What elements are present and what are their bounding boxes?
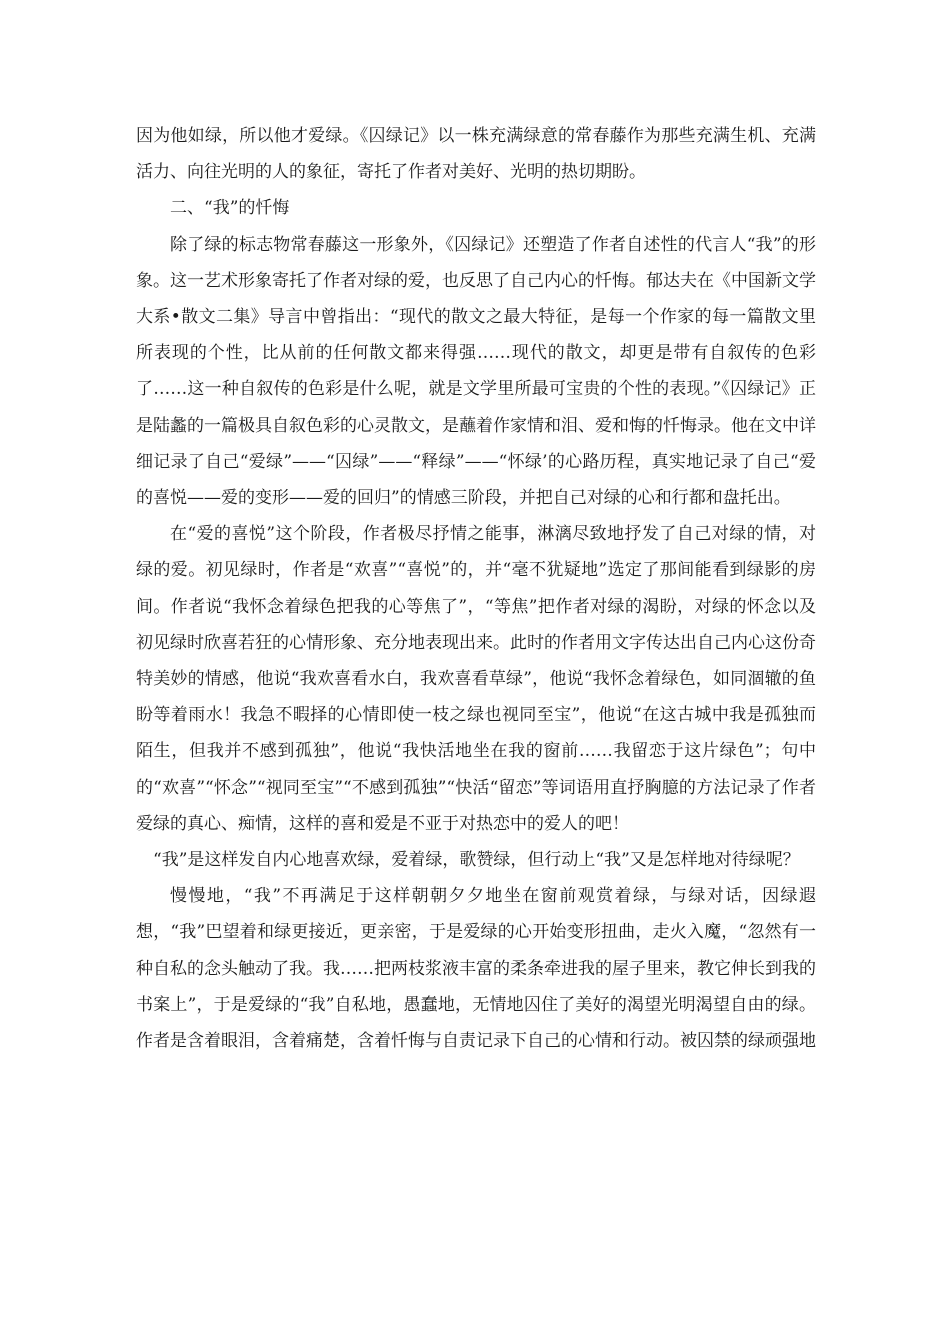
- paragraph: 慢慢地，“我”不再满足于这样朝朝夕夕地坐在窗前观赏着绿，与绿对话，因绿遐想，“我”巴望着和绿更接近，更亲密，于是爱绿的心开始变形扭曲，走火入魔，“忽然有一种自私的念头触动了我。我……把两枝浆液丰富的柔条牵进我的屋子里来，教它伸长到我的书案上”，于是爱绿的“我”自私地，愚蠢地，无情地囚住了美好的渴望光明渴望自由的绿。作者是含着眼泪，含着痛楚，含着忏悔与自责记录下自己的心情和行动。被囚禁的绿顽强地: [136, 886, 816, 1052]
- paragraph-continuation: 因为他如绿，所以他才爱绿。《囚绿记》以一株充满绿意的常春藤作为那些充满生机、充满活力、向往光明的人的象征，寄托了作者对美好、光明的热切期盼。: [136, 126, 816, 183]
- paragraph: 除了绿的标志物常春藤这一形象外，《囚绿记》还塑造了作者自述性的代言人“我”的形象。这一艺术形象寄托了作者对绿的爱，也反思了自己内心的忏悔。郁达夫在《中国新文学大系•散文二集》导言中曾指出：“现代的散文之最大特征，是每一个作家的每一篇散文里所表现的个性，比从前的任何散文都来得强……现代的散文，却更是带有自叙传的色彩了……这一种自叙传的色彩是什么呢，就是文学里所最可宝贵的个性的表现。”《囚绿记》正是陆蠡的一篇极具自叙色彩的心灵散文，是蘸着作家情和泪、爱和悔的忏悔录。他在文中详细记录了自己“爱绿”——“囚绿”——“释绿”——“怀绿’的心路历程，真实地记录了自己“爱的喜悦——爱的变形——爱的回归”的情感三阶段，并把自己对绿的心和行都和盘托出。: [136, 234, 816, 509]
- paragraph: “我”是这样发自内心地喜欢绿，爱着绿，歌赞绿，但行动上“我”又是怎样地对待绿呢？: [153, 850, 800, 871]
- section-heading: 二、“我”的忏悔: [170, 198, 290, 219]
- paragraph: 在“爱的喜悦”这个阶段，作者极尽抒情之能事，淋漓尽致地抒发了自己对绿的情，对绿的爱。初见绿时，作者是“欢喜”“喜悦”的，并“毫不犹疑地”选定了那间能看到绿影的房间。作者说“我怀念着绿色把我的心等焦了”，“等焦”把作者对绿的渴盼，对绿的怀念以及初见绿时欣喜若狂的心情形象、充分地表现出来。此时的作者用文字传达出自己内心这份奇特美妙的情感，他说“我欢喜看水白，我欢喜看草绿”，他说“我怀念着绿色，如同涸辙的鱼盼等着雨水！我急不暇择的心情即使一枝之绿也视同至宝”，他说“在这古城中我是孤独而陌生，但我并不感到孤独”，他说“我快活地坐在我的窗前……我留恋于这片绿色”；句中的“欢喜”“怀念”“视同至宝”“不感到孤独”“快活“留恋”等词语用直抒胸臆的方法记录了作者爱绿的真心、痴情，这样的喜和爱是不亚于对热恋中的爱人的吧！: [136, 524, 816, 834]
- document-body: [136, 118, 816, 1059]
